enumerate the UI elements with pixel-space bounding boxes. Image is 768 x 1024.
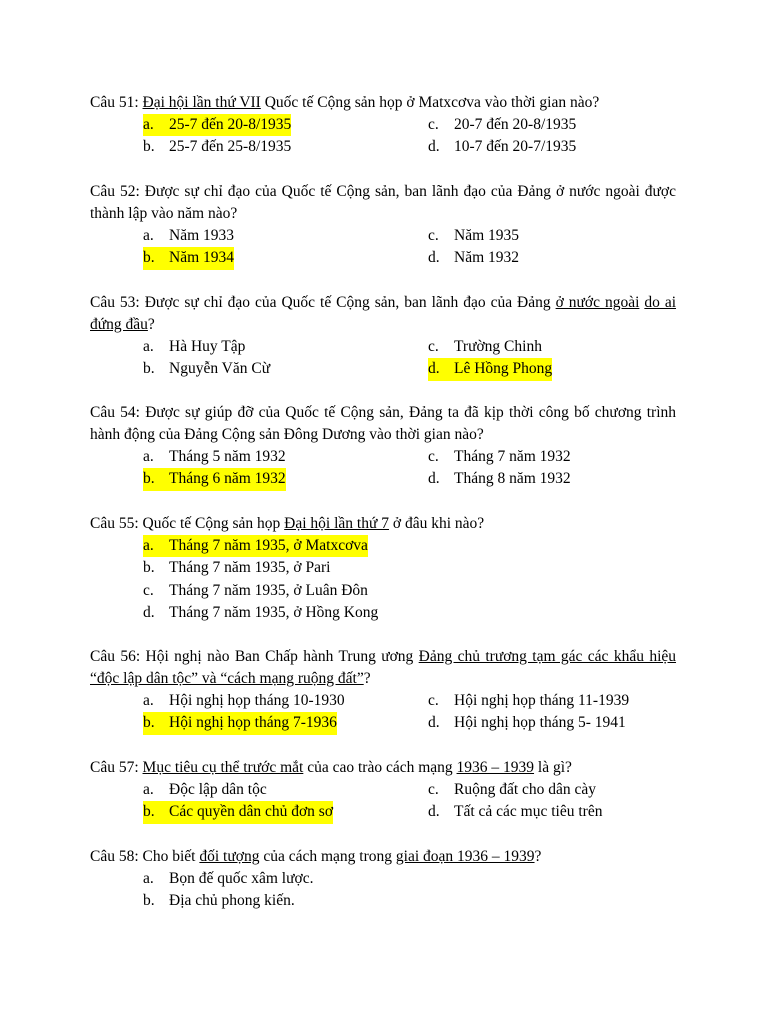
question-52 (90, 181, 676, 270)
question-stem: Câu 54: Được sự giúp đỡ của Quốc tế Cộng sản, Đảng ta đã kịp thời công bố chương trình hành động của Đảng Cộng sản Đông Dương vào thời gian nào? (90, 404, 676, 443)
underlined-phrase: do ai đứng đầu (90, 294, 677, 333)
option-d: d. Tất cả các mục tiêu trên (428, 803, 603, 821)
question-stem: Câu 58: Cho biết đối tượng của cách mạng trong giai đoạn 1936 – 1939? (90, 848, 542, 865)
question-58 (90, 846, 676, 913)
option-b-highlighted: b. Năm 1934 (143, 247, 234, 269)
underlined-phrase: giai đoạn 1936 – 1939 (395, 848, 535, 865)
option-a-highlighted: a. 25-7 đến 20-8/1935 (143, 114, 291, 136)
underlined-phrase: 1936 – 1939 (456, 759, 535, 776)
question-53 (90, 292, 676, 381)
underlined-phrase: đối tượng (199, 848, 260, 865)
question-51 (90, 92, 676, 159)
options (90, 690, 676, 735)
option-c: c. Hội nghị họp tháng 11-1939 (428, 692, 630, 709)
option-c: c. Ruộng đất cho dân cày (428, 781, 597, 798)
options (90, 114, 676, 159)
option-a: a. Tháng 5 năm 1932 (143, 448, 286, 465)
option-d: d. Năm 1932 (428, 249, 520, 267)
options (90, 535, 676, 624)
question-stem: Câu 51: Đại hội lần thứ VII Quốc tế Cộng sản họp ở Matxcơva vào thời gian nào? (90, 94, 600, 111)
underlined-phrase: Đảng chủ trương tạm gác các khẩu hiệu “độc lập dân tộc” và “cách mạng ruộng đất” (90, 648, 677, 687)
option-a: a. Hà Huy Tập (143, 338, 246, 355)
underlined-phrase: ở nước ngoài (555, 294, 640, 311)
option-d: d. Hội nghị họp tháng 5- 1941 (428, 714, 626, 732)
options (90, 336, 676, 381)
option-b: b. Tháng 7 năm 1935, ở Pari (143, 559, 331, 577)
question-57 (90, 757, 676, 824)
option-c: c. Tháng 7 năm 1932 (428, 448, 571, 465)
option-d: d. 10-7 đến 20-7/1935 (428, 138, 577, 156)
option-b-highlighted: b. Các quyền dân chủ đơn sơ (143, 801, 333, 823)
options (90, 225, 676, 270)
option-c: c. Năm 1935 (428, 227, 520, 244)
question-stem: Câu 53: Được sự chỉ đạo của Quốc tế Cộng sản, ban lãnh đạo của Đảng ở nước ngoài do ai đứng đầu? (90, 294, 677, 333)
option-b-highlighted: b. Tháng 6 năm 1932 (143, 468, 286, 490)
option-c: c. Trường Chinh (428, 338, 542, 355)
question-stem: Câu 57: Mục tiêu cụ thể trước mắt của cao trào cách mạng 1936 – 1939 là gì? (90, 759, 572, 776)
option-c: c. 20-7 đến 20-8/1935 (428, 116, 577, 133)
option-b-highlighted: b. Hội nghị họp tháng 7-1936 (143, 712, 337, 734)
option-a: a. Hội nghị họp tháng 10-1930 (143, 692, 345, 709)
options (90, 779, 676, 824)
option-a: a. Độc lập dân tộc (143, 781, 267, 798)
options (90, 868, 676, 913)
option-d: d. Tháng 8 năm 1932 (428, 470, 571, 488)
question-stem: Câu 55: Quốc tế Cộng sản họp Đại hội lần thứ 7 ở đâu khi nào? (90, 515, 485, 532)
option-b: b. Địa chủ phong kiến. (143, 892, 295, 910)
option-d-highlighted: d. Lê Hồng Phong (428, 358, 552, 380)
question-56 (90, 646, 676, 735)
option-a-highlighted: a. Tháng 7 năm 1935, ở Matxcơva (143, 535, 368, 557)
option-a: a. Bọn đế quốc xâm lược. (143, 870, 314, 887)
option-a: a. Năm 1933 (143, 227, 235, 244)
underlined-phrase: Đại hội lần thứ 7 (284, 515, 390, 532)
question-stem: Câu 56: Hội nghị nào Ban Chấp hành Trung ương Đảng chủ trương tạm gác các khẩu hiệu “độc lập dân tộc” và “cách mạng ruộng đất”? (90, 648, 677, 687)
options (90, 446, 676, 491)
underlined-phrase: Mục tiêu cụ thể trước mắt (142, 759, 304, 776)
option-b: b. 25-7 đến 25-8/1935 (143, 138, 292, 156)
question-55 (90, 513, 676, 624)
underlined-phrase: Đại hội lần thứ VII (142, 94, 261, 111)
question-54 (90, 402, 676, 491)
question-stem: Câu 52: Được sự chỉ đạo của Quốc tế Cộng sản, ban lãnh đạo của Đảng ở nước ngoài được thành lập vào năm nào? (90, 183, 676, 222)
option-d: d. Tháng 7 năm 1935, ở Hồng Kong (143, 603, 379, 621)
option-b: b. Nguyễn Văn Cừ (143, 360, 271, 378)
option-c: c. Tháng 7 năm 1935, ở Luân Đôn (143, 581, 368, 599)
